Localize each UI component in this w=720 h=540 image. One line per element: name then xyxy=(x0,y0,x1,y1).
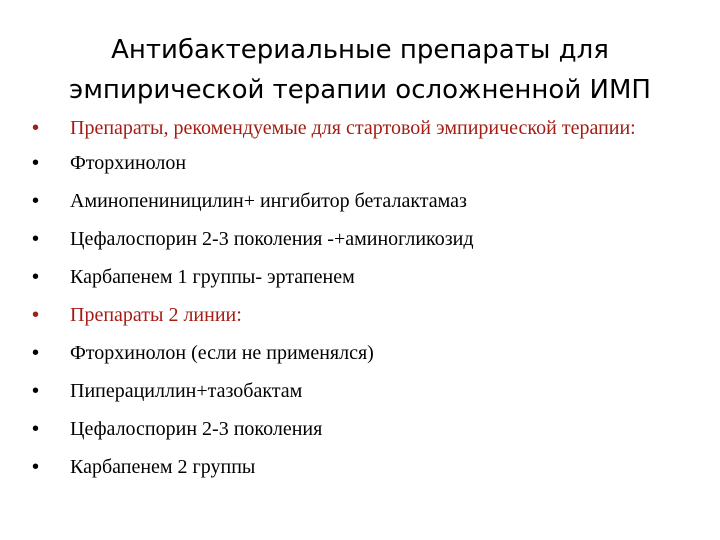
bullet-text: Цефалоспорин 2-3 поколения xyxy=(70,418,323,440)
slide-title xyxy=(30,30,690,110)
bullet-text: Карбапенем 1 группы- эртапенем xyxy=(70,266,355,288)
slide-title-line-1: Антибактериальные препараты для xyxy=(111,35,609,65)
bullet-text: Карбапенем 2 группы xyxy=(70,456,256,478)
bullet-icon: • xyxy=(32,456,40,478)
bullet-icon: • xyxy=(32,190,40,212)
bullet-icon: • xyxy=(32,152,40,174)
bullet-text: Препараты, рекомендуемые для стартовой эмпирической терапии: xyxy=(70,117,636,139)
bullet-item-cephalosporin xyxy=(32,415,682,443)
bullet-icon: • xyxy=(32,304,40,326)
bullet-item-aminopenicillin xyxy=(32,187,682,215)
bullet-item-cephalosporin-aminoglycoside xyxy=(32,225,682,253)
bullet-item-second-line-heading xyxy=(32,301,682,329)
bullet-item-carbapenem-group-2 xyxy=(32,453,682,481)
bullet-text: Фторхинолон xyxy=(70,152,187,174)
bullet-text: Фторхинолон (если не применялся) xyxy=(70,342,374,364)
bullet-item-initial-therapy-heading xyxy=(32,114,682,142)
bullet-text: Препараты 2 линии: xyxy=(70,304,242,326)
bullet-icon: • xyxy=(32,380,40,402)
bullet-icon: • xyxy=(32,228,40,250)
bullet-text: Пиперациллин+тазобактам xyxy=(70,380,303,402)
bullet-icon: • xyxy=(32,266,40,288)
bullet-icon: • xyxy=(32,342,40,364)
bullet-icon: • xyxy=(32,117,40,139)
bullet-item-carbapenem-group-1 xyxy=(32,263,682,291)
bullet-text: Цефалоспорин 2-3 поколения -+аминогликозид xyxy=(70,228,474,250)
bullet-item-fluoroquinolone xyxy=(32,149,682,177)
bullet-item-piperacillin-tazobactam xyxy=(32,377,682,405)
bullet-list xyxy=(32,114,682,491)
slide-title-line-2: эмпирической терапии осложненной ИМП xyxy=(69,75,651,105)
bullet-icon: • xyxy=(32,418,40,440)
bullet-text: Аминопениницилин+ ингибитор беталактамаз xyxy=(70,190,467,212)
bullet-item-fluoroquinolone-if-unused xyxy=(32,339,682,367)
